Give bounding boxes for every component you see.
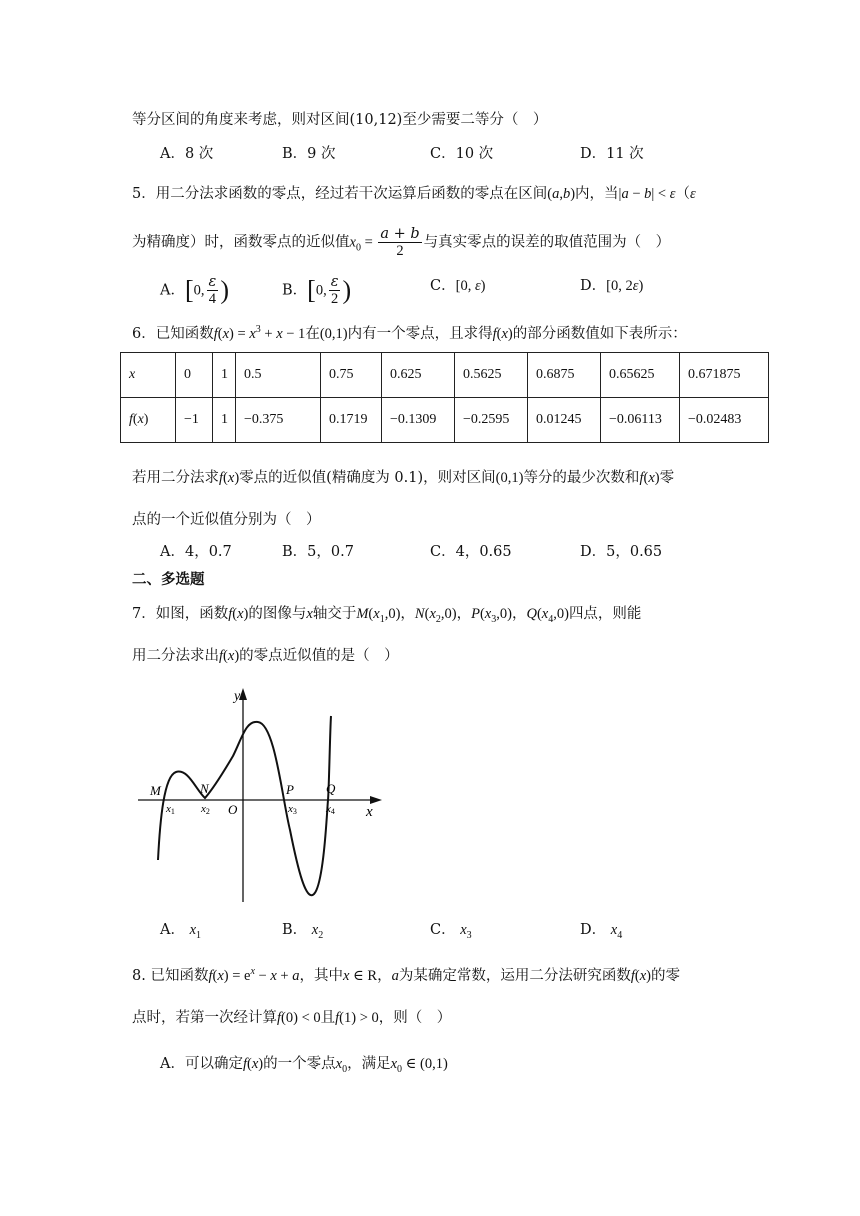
q8-stem-line2: 点时，若第一次经计算f(0) < 0且f(1) > 0，则（ ） — [132, 1010, 452, 1026]
q7-option-a[interactable]: A． $x_1$ — [160, 922, 202, 941]
point-q-label: Q — [326, 781, 336, 796]
table-cell: 0.5 — [236, 353, 321, 398]
x1-label: x1 — [166, 803, 175, 816]
q4-option-a[interactable]: A．8 次 — [160, 146, 214, 162]
x-axis-arrow — [370, 796, 382, 804]
x2-label: x2 — [201, 803, 210, 816]
table-cell: 0.5625 — [455, 353, 528, 398]
table-cell: 0.75 — [321, 353, 382, 398]
q7-stem-line1: 7．如图，函数f(x)的图像与x轴交于$M(x_1,0)$，$N(x_2,0)$，$P(x_3,0)$，$Q(x_4,0)$四点，则能 — [132, 606, 642, 625]
table-cell: 0.01245 — [528, 398, 601, 443]
x-axis-label: x — [366, 804, 373, 820]
x3-label: x3 — [288, 803, 297, 816]
point-n-label: N — [200, 781, 209, 796]
q4-option-c[interactable]: C．10 次 — [430, 146, 494, 162]
table-cell: 0.625 — [382, 353, 455, 398]
table-header-x: x — [121, 353, 176, 398]
q8-stem-line1: 8. 已知函数$f(x) = e^x - x + a$，其中x ∈ R，a为某确定常数，运用二分法研究函数f(x)的零 — [132, 966, 680, 984]
q6-option-c[interactable]: C．4，0.65 — [430, 544, 512, 560]
table-cell: 0.65625 — [601, 353, 680, 398]
table-row — [121, 398, 769, 443]
q5-option-b[interactable]: B．[0, $\frac{\varepsilon}{2}$ ) — [282, 274, 352, 307]
table-cell: 1 — [213, 398, 236, 443]
q6-option-a[interactable]: A．4，0.7 — [160, 544, 232, 560]
q6-option-b[interactable]: B．5，0.7 — [282, 544, 354, 560]
q5-stem-line1: 5．用二分法求函数的零点，经过若干次运算后函数的零点在区间(a,b)内，当|a − b| < ε（ε — [132, 186, 696, 202]
q5-option-c[interactable]: C．[0, ε) — [430, 278, 486, 294]
origin-label: O — [228, 802, 238, 817]
q6-stem-line2: 若用二分法求f(x)零点的近似值(精确度为 0.1)，则对区间(0,1)等分的最少次数和f(x)零 — [132, 470, 675, 486]
table-cell: 0 — [176, 353, 213, 398]
table-cell: 0.1719 — [321, 398, 382, 443]
table-cell: −0.375 — [236, 398, 321, 443]
point-p-label: P — [286, 782, 294, 797]
q5-stem-line2: 为精确度）时，函数零点的近似值$x_0$ = $\frac{a + b}{2}$ 与真实零点的误差的取值范围为（ ） — [132, 226, 671, 259]
table-cell: 0.6875 — [528, 353, 601, 398]
q6-option-d[interactable]: D．5，0.65 — [580, 544, 663, 560]
table-row — [121, 353, 769, 398]
table-cell: −0.1309 — [382, 398, 455, 443]
q8-option-a[interactable]: A．可以确定f(x)的一个零点$x_0$，满足$x_0$ ∈ (0,1) — [160, 1056, 448, 1075]
y-axis-label: y — [234, 689, 241, 704]
q7-option-d[interactable]: D． $x_4$ — [580, 922, 623, 941]
table-cell: −1 — [176, 398, 213, 443]
table-cell: −0.02483 — [680, 398, 769, 443]
table-header-fx: f(x) — [121, 398, 176, 443]
q7-option-c[interactable]: C． $x_3$ — [430, 922, 472, 941]
q5-option-d[interactable]: D．[0, 2ε) — [580, 278, 644, 294]
table-cell: 1 — [213, 353, 236, 398]
function-value-table — [120, 352, 769, 443]
q4-option-b[interactable]: B．9 次 — [282, 146, 336, 162]
q4-stem-tail: 等分区间的角度来考虑，则对区间(10,12)至少需要二等分（ ） — [132, 112, 548, 128]
q4-option-d[interactable]: D．11 次 — [580, 146, 644, 162]
point-m-label: M — [150, 783, 161, 798]
q5-option-a[interactable]: A．[0, $\frac{\varepsilon}{4}$ ) — [160, 274, 229, 307]
function-graph-figure — [130, 680, 390, 910]
function-curve — [158, 716, 331, 895]
q7-option-b[interactable]: B． $x_2$ — [282, 922, 324, 941]
section-title-multiple-choice: 二、多选题 — [132, 571, 205, 588]
table-cell: −0.06113 — [601, 398, 680, 443]
q6-stem-line3: 点的一个近似值分别为（ ） — [132, 512, 321, 528]
table-cell: 0.671875 — [680, 353, 769, 398]
q6-stem-line1: 6．已知函数$f(x) = x^3 + x - 1$在(0,1)内有一个零点，且求得f(x)的部分函数值如下表所示： — [132, 324, 687, 342]
q7-stem-line2: 用二分法求出f(x)的零点近似值的是（ ） — [132, 648, 399, 664]
table-cell: −0.2595 — [455, 398, 528, 443]
x4-label: x4 — [326, 803, 335, 816]
